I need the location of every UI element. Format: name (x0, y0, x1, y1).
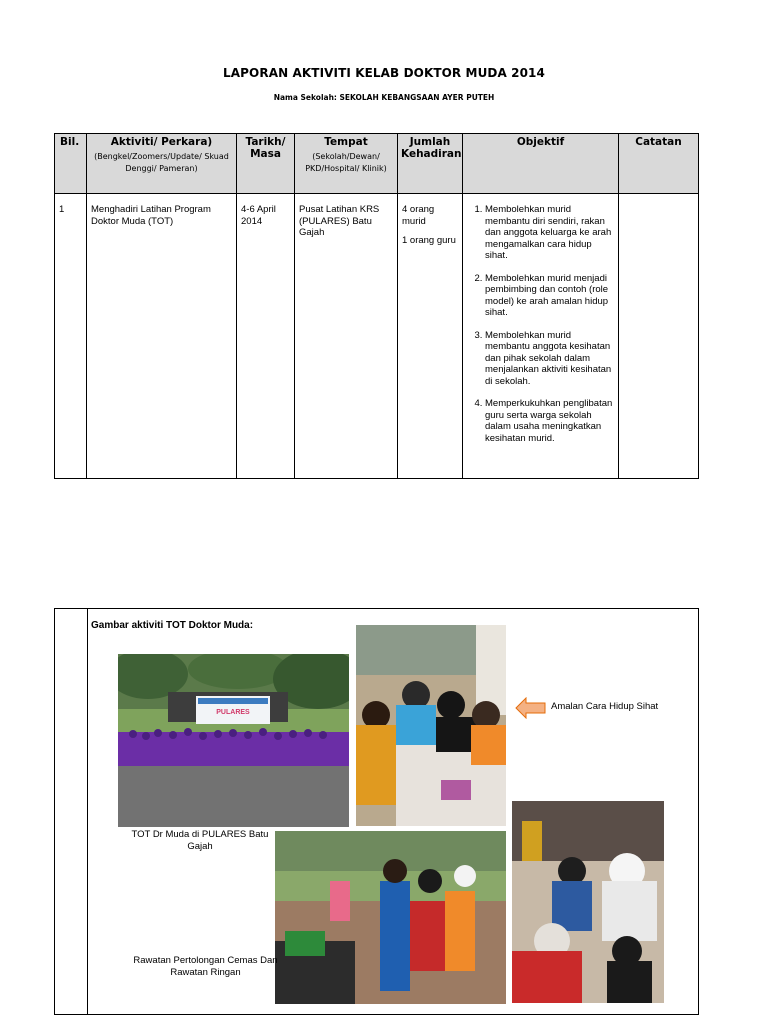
header-tarikh: Tarikh/ Masa (237, 134, 295, 194)
activity-report-table (54, 133, 699, 479)
objektif-item: 4. Memperkukuhkan penglibatan guru serta warga sekolah dalam usaha meningkatkan kesihatan murid. (485, 398, 614, 444)
header-bil: Bil. (55, 134, 87, 194)
cell-tarikh: 4-6 April 2014 (237, 194, 295, 479)
document-title: LAPORAN AKTIVITI KELAB DOKTOR MUDA 2014 (223, 66, 545, 80)
arrow-left-icon (515, 697, 546, 719)
first-aid-caption: Rawatan Pertolongan Cemas Dan Rawatan Ringan (133, 955, 278, 978)
header-catatan: Catatan (619, 134, 699, 194)
header-tempat: Tempat (Sekolah/Dewan/ PKD/Hospital/ Klinik) (295, 134, 398, 194)
cell-aktiviti: Menghadiri Latihan Program Doktor Muda (TOT) (87, 194, 237, 479)
school-line (0, 93, 768, 102)
objektif-item: 3. Membolehkan murid membantu anggota kesihatan dan pihak sekolah dalam menjalankan aktiviti kesihatan di sekolah. (485, 330, 614, 388)
group-photo-caption: TOT Dr Muda di PULARES Batu Gajah (131, 829, 269, 852)
header-aktiviti-sub: (Bengkel/Zoomers/Update/ Skuad Denggi/ Pameran) (94, 152, 229, 173)
arrow-caption: Amalan Cara Hidup Sihat (551, 701, 659, 712)
cell-catatan (619, 194, 699, 479)
kehadiran-murid: 4 orang murid (402, 204, 435, 227)
cell-kehadiran (398, 194, 463, 479)
objektif-item: 2. Membolehkan murid menjadi pembimbing dan contoh (role model) ke arah amalan hidup sihat. (485, 273, 614, 319)
header-tempat-sub: (Sekolah/Dewan/ PKD/Hospital/ Klinik) (305, 152, 387, 173)
header-aktiviti: Aktiviti/ Perkara) (Bengkel/Zoomers/Update/ Skuad Denggi/ Pameran) (87, 134, 237, 194)
cell-bil: 1 (55, 194, 87, 479)
header-jumlah: Jumlah Kehadiran (398, 134, 463, 194)
gallery-title: Gambar aktiviti TOT Doktor Muda: (91, 620, 254, 631)
objektif-list (467, 204, 614, 444)
table-header-row (55, 134, 699, 194)
objektif-item: 1. Membolehkan murid membantu diri sendiri, rakan dan anggota keluarga ke arah mengamalkan cara hidup sihat. (485, 204, 614, 262)
banner-text: PULARES (216, 709, 250, 716)
table-row (55, 194, 699, 479)
kehadiran-guru: 1 orang guru (402, 235, 456, 246)
school-label: Nama Sekolah (273, 93, 334, 102)
first-aid-photo (275, 831, 506, 1004)
cell-tempat: Pusat Latihan KRS (PULARES) Batu Gajah (295, 194, 398, 479)
cell-objektif (463, 194, 619, 479)
school-name: : SEKOLAH KEBANGSAAN AYER PUTEH (333, 93, 495, 102)
bandage-photo (512, 801, 664, 1003)
gallery-divider (87, 609, 88, 1014)
healthy-living-photo (356, 625, 506, 826)
header-objektif: Objektif (463, 134, 619, 194)
group-photo (118, 654, 349, 827)
